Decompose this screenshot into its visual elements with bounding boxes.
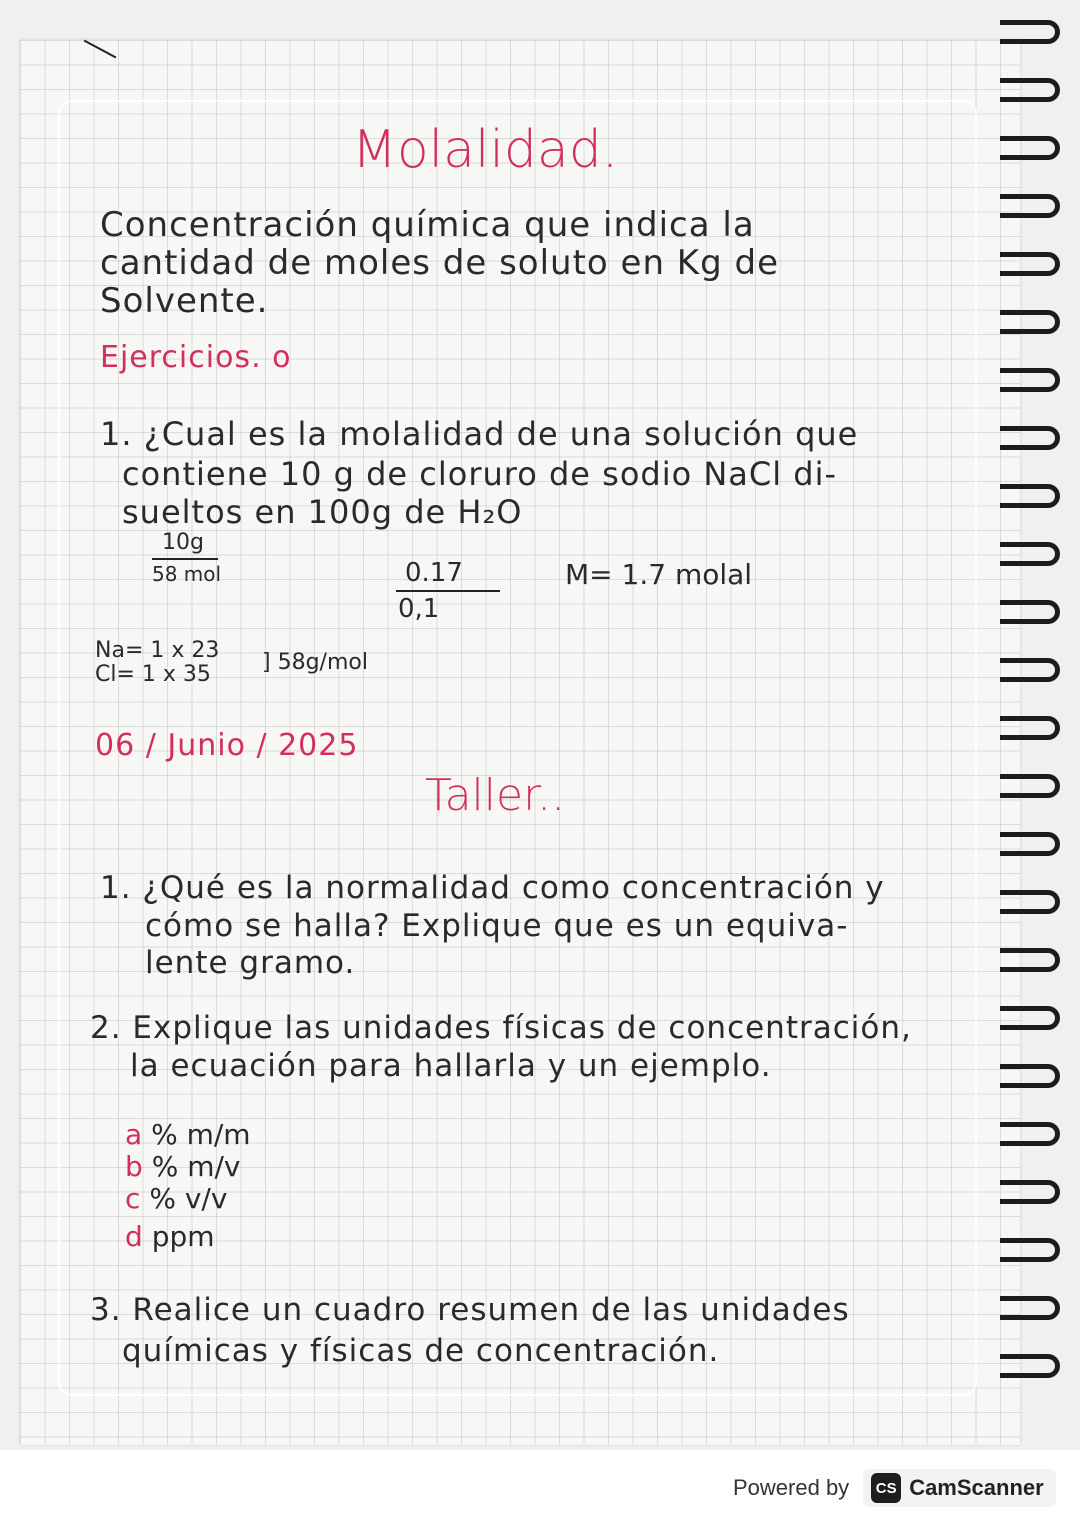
spiral-coil bbox=[1000, 542, 1060, 566]
spiral-coil bbox=[1000, 600, 1060, 624]
exercises-label: Ejercicios. o bbox=[100, 340, 292, 375]
spiral-coil bbox=[1000, 774, 1060, 798]
option-letter: b bbox=[125, 1150, 143, 1183]
option-text: % m/v bbox=[151, 1150, 241, 1183]
option-letter: c bbox=[125, 1182, 141, 1215]
spiral-binding bbox=[1000, 20, 1070, 1430]
calc-fraction-2-numerator: 0.17 bbox=[405, 558, 463, 588]
definition-line-1: Concentración química que indica la bbox=[100, 205, 755, 245]
camscanner-brand: CamScanner bbox=[909, 1475, 1044, 1500]
spiral-coil bbox=[1000, 832, 1060, 856]
spiral-coil bbox=[1000, 252, 1060, 276]
spiral-coil bbox=[1000, 948, 1060, 972]
spiral-coil bbox=[1000, 1180, 1060, 1204]
spiral-coil bbox=[1000, 136, 1060, 160]
spiral-coil bbox=[1000, 310, 1060, 334]
powered-by-label: Powered by bbox=[733, 1475, 850, 1500]
spiral-coil bbox=[1000, 1354, 1060, 1378]
question-2-line-2: la ecuación para hallarla y un ejemplo. bbox=[130, 1048, 772, 1084]
option-d bbox=[125, 1220, 215, 1253]
option-c bbox=[125, 1182, 227, 1215]
spiral-coil bbox=[1000, 1006, 1060, 1030]
spiral-coil bbox=[1000, 1064, 1060, 1088]
spiral-coil bbox=[1000, 426, 1060, 450]
spiral-coil bbox=[1000, 368, 1060, 392]
spiral-coil bbox=[1000, 1122, 1060, 1146]
spiral-coil bbox=[1000, 658, 1060, 682]
camscanner-watermark bbox=[733, 1466, 1056, 1510]
atom-mass-cl: Cl= 1 x 35 bbox=[95, 662, 211, 687]
option-letter: a bbox=[125, 1118, 143, 1151]
option-text: ppm bbox=[151, 1220, 215, 1253]
spiral-coil bbox=[1000, 1238, 1060, 1262]
problem-line-2: contiene 10 g de cloruro de sodio NaCl di- bbox=[122, 455, 838, 493]
calc-fraction-2-denominator: 0,1 bbox=[398, 594, 440, 624]
definition-line-2: cantidad de moles de soluto en Kg de bbox=[100, 243, 779, 283]
option-text: % m/m bbox=[151, 1118, 251, 1151]
question-1-line-1: 1. ¿Qué es la normalidad como concentración y bbox=[100, 870, 885, 906]
problem-line-1: 1. ¿Cual es la molalidad de una solución que bbox=[100, 415, 859, 453]
atom-mass-na: Na= 1 x 23 bbox=[95, 638, 220, 663]
calc-fraction-1-bar bbox=[152, 558, 218, 560]
question-2-line-1: 2. Explique las unidades físicas de concentración, bbox=[90, 1010, 912, 1046]
definition-line-3: Solvente. bbox=[100, 281, 269, 321]
question-3-line-1: 3. Realice un cuadro resumen de las unidades bbox=[90, 1292, 850, 1328]
spiral-coil bbox=[1000, 1296, 1060, 1320]
spiral-coil bbox=[1000, 20, 1060, 44]
calc-fraction-1-denominator: 58 mol bbox=[152, 562, 222, 586]
problem-line-3: sueltos en 100g de H₂O bbox=[122, 493, 523, 531]
calc-result: M= 1.7 molal bbox=[565, 558, 753, 591]
calc-fraction-1-numerator: 10g bbox=[162, 530, 204, 555]
option-b bbox=[125, 1150, 240, 1183]
option-letter: d bbox=[125, 1220, 143, 1253]
camscanner-badge bbox=[863, 1469, 1056, 1507]
date: 06 / Junio / 2025 bbox=[95, 728, 359, 763]
spiral-coil bbox=[1000, 484, 1060, 508]
question-1-line-3: lente gramo. bbox=[145, 945, 356, 981]
camscanner-logo-icon: CS bbox=[871, 1473, 901, 1503]
molar-mass: ] 58g/mol bbox=[262, 650, 368, 675]
page-title: Molalidad. bbox=[352, 120, 619, 180]
option-a bbox=[125, 1118, 251, 1151]
workshop-title: Taller.. bbox=[425, 770, 566, 821]
question-3-line-2: químicas y físicas de concentración. bbox=[122, 1333, 720, 1369]
question-1-line-2: cómo se halla? Explique que es un equiva- bbox=[145, 908, 849, 944]
spiral-coil bbox=[1000, 716, 1060, 740]
spiral-coil bbox=[1000, 194, 1060, 218]
spiral-coil bbox=[1000, 890, 1060, 914]
calc-fraction-2-bar bbox=[396, 590, 500, 592]
option-text: % v/v bbox=[149, 1182, 228, 1215]
spiral-coil bbox=[1000, 78, 1060, 102]
